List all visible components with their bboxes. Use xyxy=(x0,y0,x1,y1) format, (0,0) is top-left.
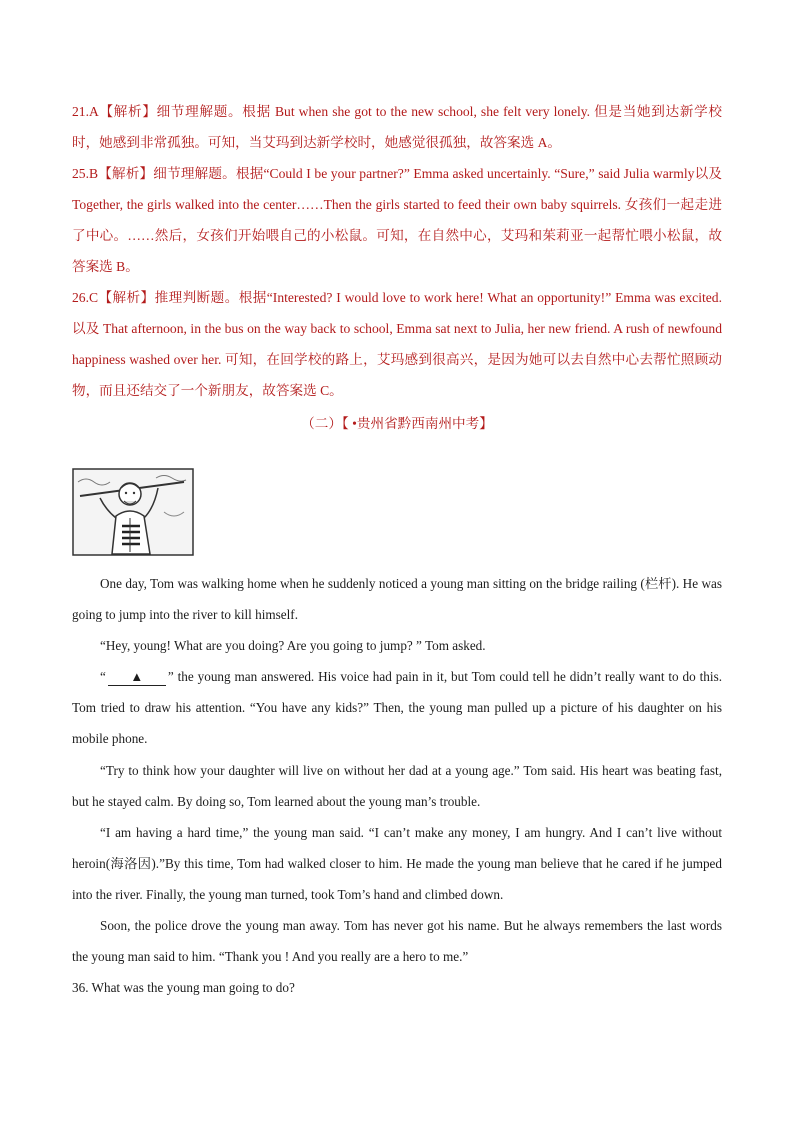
section-title: （二）【 •贵州省黔西南州中考】 xyxy=(301,416,493,431)
passage-paragraph: “I am having a hard time,” the young man said. “I can’t make any money, I am hungry. And I can’t live without heroin(海洛因).”By this time, Tom had walked closer to him. He made the young man believe that he cared if he jumped into the river. Finally, the young man turned, took Tom’s hand and climbed down. xyxy=(72,824,722,902)
open-quote: “ xyxy=(100,669,106,685)
passage-paragraph: Soon, the police drove the young man away. Tom has never got his name. But he always remembers the last words the young man said to him. “Thank you ! And you really are a hero to me.” xyxy=(72,918,722,965)
passage-paragraph xyxy=(72,661,722,754)
passage-paragraph: One day, Tom was walking home when he suddenly noticed a young man sitting on the bridge railing (栏杆). He was going to jump into the river to kill himself. xyxy=(72,576,722,623)
answer-blank: ▲ xyxy=(108,669,166,686)
answer-explanations xyxy=(72,96,722,406)
answer-25: 25.B【解析】细节理解题。根据“Could I be your partner?” Emma asked uncertainly. “Sure,” said Julia warmly以及 Together, the girls walked into the center……Then the girls started to feed their own baby squirrels. 女孩们一起走进了中心。……然后，女孩们开始喂自己的小松鼠。可知，在自然中心，艾玛和茱莉亚一起帮忙喂小松鼠，故答案选 B。 xyxy=(72,166,722,274)
passage-paragraph: “Try to think how your daughter will live on without her dad at a young age.” Tom said. His heart was beating fast, but he stayed calm. By doing so, Tom learned about the young man’s trouble. xyxy=(72,762,722,809)
paragraph-text: ” the young man answered. His voice had pain in it, but Tom could tell he didn’t really want to do this. Tom tried to draw his attention. “You have any kids?” Then, the young man pulled up a picture of his daughter on his mobile phone. xyxy=(72,669,722,747)
reading-passage xyxy=(72,568,722,972)
question-36: 36. What was the young man going to do? xyxy=(72,980,295,996)
passage-paragraph: “Hey, young! What are you doing? Are you going to jump? ” Tom asked. xyxy=(100,638,486,654)
document-page xyxy=(72,96,722,1003)
answer-26: 26.C【解析】推理判断题。根据“Interested? I would love to work here! What an opportunity!” Emma was excited.以及 That afternoon, in the bus on the way back to school, Emma sat next to Julia, her new friend. A rush of newfound happiness washed over her. 可知，在回学校的路上，艾玛感到很高兴，是因为她可以去自然中心去帮忙照顾动物，而且还结交了一个新朋友，故答案选 C。 xyxy=(72,290,722,398)
answer-21: 21.A【解析】细节理解题。根据 But when she got to the new school, she felt very lonely. 但是当她到达新学校时，她感到非常孤独。可知，当艾玛到达新学校时，她感觉很孤独，故答案选 A。 xyxy=(72,104,722,150)
old-man-with-stick-drawing-icon xyxy=(72,468,194,556)
